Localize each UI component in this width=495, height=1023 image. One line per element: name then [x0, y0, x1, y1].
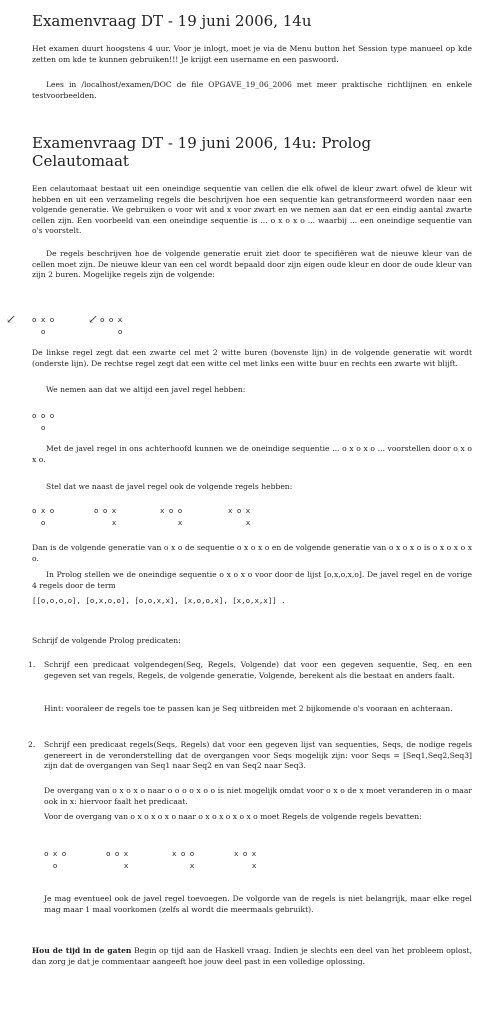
rule-set-2-c: x o o x [172, 849, 195, 870]
rule-set-2-d: x o x x [234, 849, 257, 870]
item-2-paragraph-d: Je mag eventueel ook de javel regel toevoegen. De volgorde van de regels is niet belangrijk, maar elke regel mag maar 1 maal voorkomen (zelfs al wordt die meermaals gebruikt). [44, 894, 472, 914]
item-1-text: Schrijf een predicaat volgendegen(Seq, Regels, Volgende) dat voor een gegeven sequentie, Seq, en een gegeven set van regels, Regels, de volgende generatie, Volgende, berekent als die bestaat en anders faalt. [44, 660, 472, 680]
section2-title-line1: Examenvraag DT - 19 juni 2006, 14u: Prolog [32, 134, 372, 152]
section2-paragraph-7: Dan is de volgende generatie van o x o de sequentie o x o x o en de volgende generatie van o x o x o is o x o x o x o. [32, 543, 472, 563]
example-rule-1: o x o o [32, 315, 55, 336]
section2-paragraph-8: In Prolog stellen we de oneindige sequentie o x o x o voor door de lijst [o,x,o,x,o]. De javel regel en de vorige 4 regels door de term [32, 570, 472, 590]
item-2-paragraph-b: De overgang van o x o x o naar o o o o x o o is niet mogelijk omdat voor o x o de x moet veranderen in o maar ook in x: hiervoor faalt het predicaat. [44, 786, 472, 806]
section2-paragraph-1: Een celautomaat bestaat uit een oneindige sequentie van cellen die elk ofwel de kleur zwart ofwel de kleur wit hebben en uit een verzameling regels die beschrijven hoe een sequentie kan getransformeerd worden naar een volgende generatie. We gebruiken o voor wit and x voor zwart en we nemen aan dat er een eindig aantal zwarte cellen zijn. Een voorbeeld van een oneindige sequentie is ... o x o x o ... waarbij ... een oneindige sequentie van o's voorstelt. [32, 184, 472, 236]
section1-paragraph-1: Het examen duurt hoogstens 4 uur. Voor je inlogt, moet je via de Menu button het Session type manueel op kde zetten om kde te kunnen gebruiken!!! Je krijgt een username en een paswoord. [32, 44, 472, 64]
section2-paragraph-5: Met de javel regel in ons achterhoofd kunnen we de oneindige sequentie ... o x o x o ... voorstellen door o x o x o. [32, 444, 472, 464]
section2-paragraph-6: Stel dat we naast de javel regel ook de volgende regels hebben: [46, 482, 293, 491]
section1-paragraph-2: Lees in /localhost/examen/DOC de file OPGAVE_19_06_2006 met meer praktische richtlijnen en enkele testvoorbeelden. [32, 80, 472, 100]
item-2-number: 2. [28, 740, 36, 749]
footer-note [32, 946, 472, 967]
item-1-hint: Hint: vooraleer de regels toe te passen kan je Seq uitbreiden met 2 bijkomende o's vooraan en achteraan. [44, 704, 453, 713]
item-2-text: Schrijf een predicaat regels(Seqs, Regels) dat voor een gegeven lijst van sequenties, Seqs, de nodige regels genereert in de veronderstelling dat de overgangen voor Seqs mogelijk zijn: voor Seqs = [Seq1,Seq2,Seq3] zijn dat de overgangen van Seq1 naar Seq2 en van Seq2 naar Seq3. [44, 740, 472, 771]
footer-text: Begin op tijd aan de Haskell vraag. Indien je slechts een deel van het probleem oplost, dan zorg je dat je commentaar aangeeft hoe jouw deel past in een volledige oplossing. [32, 946, 472, 966]
item-1-number: 1. [28, 660, 36, 669]
section1-title: Examenvraag DT - 19 juni 2006, 14u [32, 12, 312, 30]
section2-paragraph-4: We nemen aan dat we altijd een javel regel hebben: [46, 385, 246, 394]
section3-intro: Schrijf de volgende Prolog predicaten: [32, 636, 181, 645]
section2-paragraph-3: De linkse regel zegt dat een zwarte cel met 2 witte buren (bovenste lijn) in de volgende generatie wit wordt (onderste lijn). De rechtse regel zegt dat een witte cel met links een witte buur en rechts een zwarte wit blijft. [32, 348, 472, 368]
rule-set-1-c: x o o x [160, 506, 183, 527]
javel-rule: o o o o [32, 411, 55, 432]
rule-set-2-a: o x o o [44, 849, 67, 870]
rule-set-1-b: o o x x [94, 506, 117, 527]
rule-set-1-d: x o x x [228, 506, 251, 527]
handwritten-arrow-right-icon: ↙ [88, 312, 99, 326]
prolog-term: [[o,o,o,o], [o,x,o,o], [o,o,x,x], [x,o,o,x], [x,o,x,x]] . [32, 596, 286, 605]
item-2-paragraph-c: Voor de overgang van o x o x o x o naar o x o x o x o x o moet Regels de volgende regels bevatten: [44, 812, 422, 821]
rule-set-2-b: o o x x [106, 849, 129, 870]
handwritten-arrow-left-icon: ↙ [6, 312, 17, 326]
section2-title-line2: Celautomaat [32, 152, 129, 170]
footer-bold: Hou de tijd in de gaten [32, 946, 132, 955]
rule-set-1-a: o x o o [32, 506, 55, 527]
example-rule-2: o o x o [100, 315, 123, 336]
section2-paragraph-2: De regels beschrijven hoe de volgende generatie eruit ziet door te specifiëren wat de nieuwe kleur van de cellen moet zijn. De nieuwe kleur van een cel wordt bepaald door zijn eigen oude kleur en door de oude kleur van zijn 2 buren. Mogelijke regels zijn de volgende: [32, 249, 472, 280]
